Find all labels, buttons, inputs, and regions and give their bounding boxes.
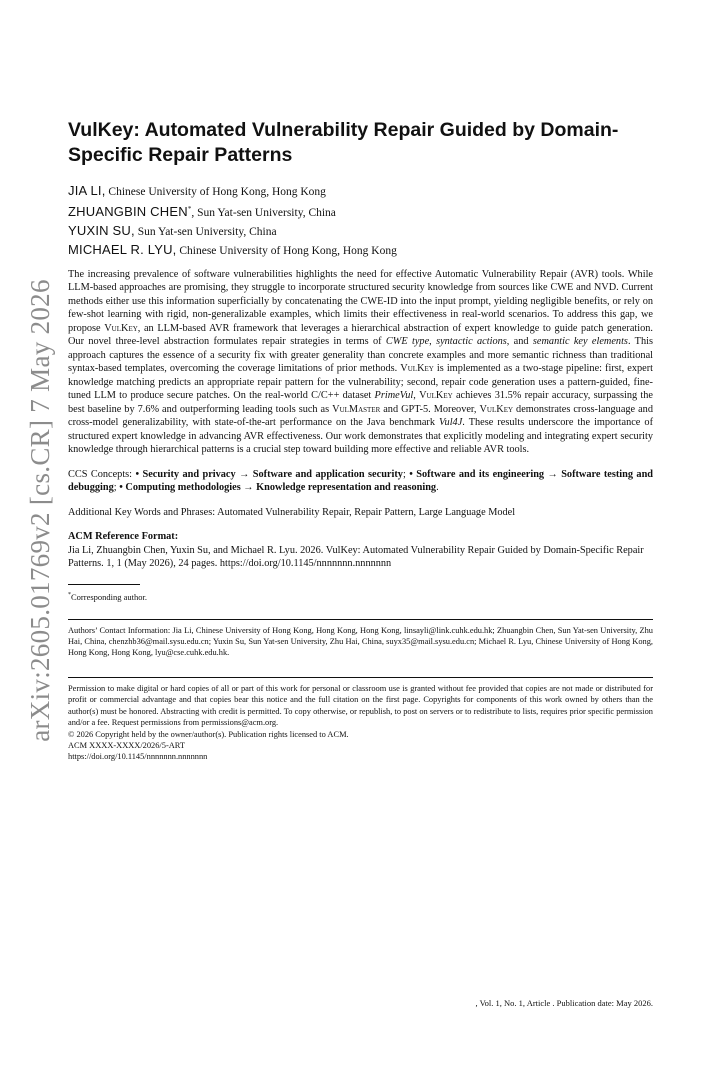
vul4j-benchmark: Vul4J [439, 417, 463, 429]
ccs-separator: ; [113, 482, 120, 494]
author-name: JIA LI, [68, 183, 106, 198]
permission-notice [68, 683, 653, 763]
arxiv-identifier: arXiv:2605.01769v2 [cs.CR] 7 May 2026 [24, 278, 55, 742]
abstract-text: The increasing prevalence of software vulnerabilities highlights the need for effective Automatic Vulnerability Repair (AVR) tools. While LLM-based approaches are promising, they struggle to incorporate structured security knowledge from sources like CWE and NVD. Current methods either use this information superficially by concatenating the CWE-ID into the input prompt, yielding negligible benefits, or rely on few-shot learning with rigid, non-generalizable examples, which limits their effectiveness in real-world scenarios. To address this gap, we propose [68, 268, 653, 334]
ccs-concept: Software and application security [252, 468, 403, 480]
abstract-text: , [429, 336, 437, 348]
ccs-concepts [68, 468, 653, 495]
abstract-text: is implemented as a two-stage pipeline: first, expert knowledge matching predicts an appropriate repair pattern for the vulnerability; second, repair code generation uses a pattern-guided, fine-tuned LLM to produce secure patches. On the real-world C/C++ dataset [68, 363, 653, 402]
paper-title: VulKey: Automated Vulnerability Repair Guided by Domain-Specific Repair Patterns [68, 119, 619, 166]
cwe-type-term: CWE type [385, 336, 430, 348]
footnote-mark: * [68, 591, 71, 598]
ccs-arrow: → [547, 468, 558, 480]
permission-text: Permission to make digital or hard copies of all or part of this work for personal or classroom use is granted without fee provided that copies are not made or distributed for profit or commercial advantage and that copies bear this notice and the full citation on the first page. Copyrights for components of this work owned by others than the author(s) must be honored. Abstracting with credit is permitted. To copy otherwise, or republish, to post on servers or to redistribute to lists, requires prior specific permission and/or a fee. Request permissions from permissions@acm.org. [68, 683, 653, 728]
system-name: VulKey [419, 390, 453, 402]
author-entry [68, 182, 653, 201]
paper-content [68, 118, 653, 763]
abstract-text: achieves 31.5% repair accuracy, surpassing the best baseline by 7.6% and outperforming leading tools such as [68, 390, 653, 415]
system-name: VulKey [479, 403, 514, 415]
syntactic-actions-term: syntactic actions [436, 336, 507, 348]
arxiv-sidebar-stamp [22, 280, 58, 740]
author-affiliation: Sun Yat-sen University, China [134, 225, 277, 238]
author-list [68, 182, 653, 260]
ccs-lead: CCS Concepts: [68, 468, 136, 480]
author-entry [68, 241, 653, 260]
author-name: ZHUANGBIN CHEN [68, 203, 188, 219]
ccs-concept: Software testing and debugging [68, 468, 654, 494]
author-affiliation: Chinese University of Hong Kong, Hong Kong [105, 186, 326, 198]
abstract-text: demonstrates cross-language and cross-model generalizability, with state-of-the-art performance on the Java benchmark [68, 403, 653, 429]
ccs-separator: ; [402, 468, 410, 480]
copyright-line: © 2026 Copyright held by the owner/author(s). Publication rights licensed to ACM. [68, 729, 349, 739]
acm-reference-heading: ACM Reference Format: [68, 531, 179, 543]
footnote-text: Corresponding author. [71, 591, 148, 602]
author-name: MICHAEL R. LYU, [68, 241, 177, 257]
doi-link[interactable]: https://doi.org/10.1145/nnnnnnn.nnnnnnn [68, 752, 208, 762]
ccs-bullet: • [409, 468, 413, 480]
ccs-arrow: → [239, 468, 250, 480]
system-name: VulKey [400, 363, 434, 375]
ccs-concept: Security and privacy [142, 468, 236, 480]
corresponding-author-mark: * [187, 205, 192, 213]
abstract-text: and GPT-5. Moreover, [380, 403, 480, 415]
ccs-arrow: → [243, 482, 254, 494]
author-affiliation: Chinese University of Hong Kong, Hong Kong [176, 244, 397, 257]
abstract-text: . This approach captures the essence of a security fix with greater generality than concrete examples and more semantic richness than traditional syntax-based templates, overcoming the coverage limitations of prior methods. [68, 336, 653, 375]
acm-reference-text: Jia Li, Zhuangbin Chen, Yuxin Su, and Michael R. Lyu. 2026. VulKey: Automated Vulnerability Repair Guided by Domain-Specific Repair Patterns. 1, 1 (May 2026), 24 pages. https://doi.org/10.1145/nnnnnnn.nnnnnnn [68, 544, 644, 570]
abstract [68, 268, 653, 457]
author-affiliation: , Sun Yat-sen University, China [191, 206, 336, 219]
vulmaster-tool: VulMaster [332, 403, 381, 415]
page-footer: , Vol. 1, No. 1, Article . Publication date: May 2026. [475, 998, 653, 1008]
contact-divider [68, 619, 653, 620]
ccs-bullet: • [135, 468, 140, 480]
permission-divider [68, 677, 653, 678]
keywords: Additional Key Words and Phrases: Automated Vulnerability Repair, Repair Pattern, Large Language Model [68, 506, 516, 518]
abstract-text: , [413, 390, 420, 402]
ccs-concept: Computing methodologies [125, 482, 241, 494]
ccs-bullet: • [119, 482, 123, 494]
author-contact-information: Authors’ Contact Information: Jia Li, Chinese University of Hong Kong, Hong Kong, Hong Kong, linsayli@link.cuhk.edu.hk; Zhuangbin Chen, Sun Yat-sen University, Zhu Hai, China, chenzhb36@mail.sysu.edu.cn; Yuxin Su, Sun Yat-sen University, Zhu Hai, China, suyx35@mail.sysu.edu.cn; Michael R. Lyu, Chinese University of Hong Kong, Hong Kong, Hong Kong, lyu@cse.cuhk.edu.hk. [68, 625, 653, 658]
system-name: VulKey [104, 322, 138, 334]
acm-id: ACM XXXX-XXXX/2026/5-ART [68, 740, 185, 750]
semantic-key-elements-term: semantic key elements [532, 336, 628, 348]
abstract-text: , and [506, 336, 533, 348]
abstract-text: , an LLM-based AVR framework that leverages a hierarchical abstraction of expert knowledge to guide patch generation. Our novel three-level abstraction formulates repair strategies in terms of [68, 322, 653, 348]
abstract-text: . These results underscore the importance of structured expert knowledge in advancing AVR effectiveness. Our work demonstrates that explicitly modeling and integrating expert security knowledge through hierarchical patterns is a crucial step toward building more effective and reliable AVR tools. [68, 417, 653, 456]
author-name: YUXIN SU, [68, 222, 135, 238]
ccs-concept: Software and its engineering [416, 468, 545, 480]
author-entry [68, 201, 653, 222]
footnote [68, 590, 653, 603]
primevul-dataset: PrimeVul [374, 390, 414, 402]
ccs-concept: Knowledge representation and reasoning [256, 482, 437, 494]
footnote-rule [68, 584, 140, 585]
ccs-end: . [436, 482, 439, 494]
author-entry [68, 222, 653, 241]
